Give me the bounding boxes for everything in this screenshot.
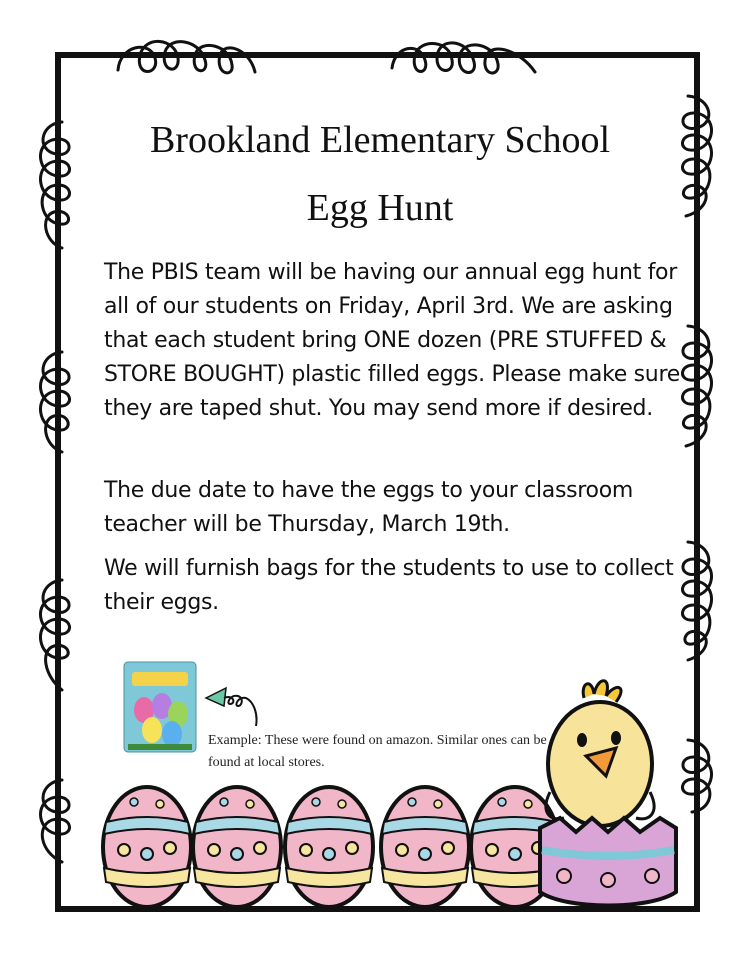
arrow-icon [204, 684, 264, 730]
example-caption: Example: These were found on amazon. Similar ones can be found at local stores. [208, 733, 547, 770]
product-bag-icon [122, 660, 198, 754]
due-date-paragraph: The due date to have the eggs to your classroom teacher will be Thursday, March 19th. [104, 478, 633, 537]
bags-paragraph: We will furnish bags for the students to use to collect their eggs. [104, 556, 674, 615]
chick-icon [520, 672, 700, 912]
school-title: Brookland Elementary School [149, 119, 611, 161]
event-title: Egg Hunt [306, 187, 454, 229]
announcement-paragraph: The PBIS team will be having our annual egg hunt for all of our students on Friday, April 3rd. We are asking that each student bring ONE dozen (PRE STUFFED & STORE BOUGHT) plastic filled eggs. Please make sure they are taped shut. You may send more if desired. [104, 260, 680, 421]
